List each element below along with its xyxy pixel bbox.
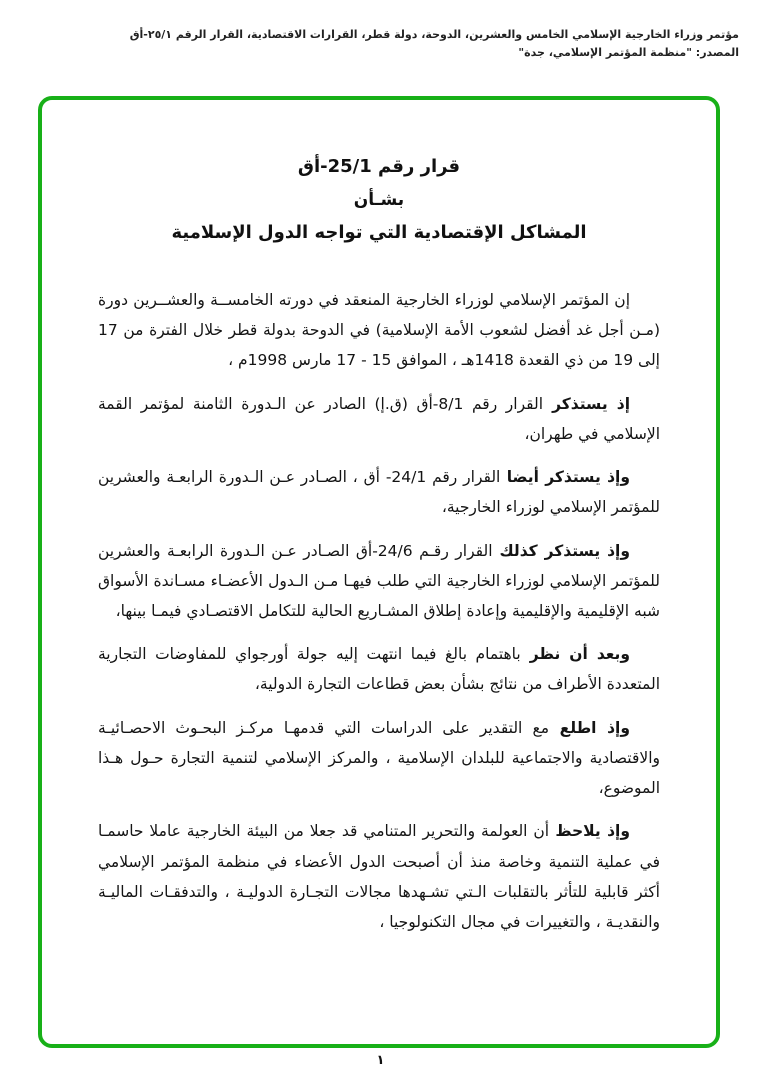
paragraph (98, 639, 660, 699)
paragraph (98, 816, 660, 937)
document-content (42, 100, 716, 1044)
body-paragraphs (98, 285, 660, 937)
paragraph-text: مع التقدير على الدراسات التي قدمهـا مركـز البحـوث الاحصـائيـة والاقتصادية والاجتماعية للبلدان الإسلامية ، والمركز الإسلامي لتنمية التجارة حـول هـذا الموضوع، (98, 718, 660, 798)
paragraph-text: باهتمام بالغ فيما انتهت إليه جولة أورجواي للمفاوضات التجارية المتعددة الأطراف من نتائج بشأن بعض قطاعات التجارة الدولية، (98, 645, 660, 694)
title-block (98, 156, 660, 243)
paragraph-text: القرار رقم 24/1- أق ، الصـادر عـن الـدورة الرابعـة والعشرين للمؤتمر الإسلامي لوزراء الخارجية، (98, 468, 660, 517)
header-source-line-1: مؤتمر وزراء الخارجية الإسلامي الخامس والعشرين، الدوحة، دولة قطر، القرارات الاقتصادية، القرار الرقم ٢٥/١-أق (129, 28, 739, 41)
paragraph (98, 285, 660, 376)
paragraph-lead: إذ يستذكر (543, 394, 631, 413)
paragraph-lead: وإذ اطلع (549, 718, 630, 737)
document-header (22, 26, 739, 62)
paragraph (98, 536, 660, 627)
header-source-line-2: المصدر: "منظمة المؤتمر الإسلامي، جدة" (518, 46, 739, 60)
document-border-frame (38, 96, 720, 1048)
resolution-number-title: قرار رقم 25/1-أق (297, 156, 461, 177)
paragraph-lead: وبعد أن نظر (520, 645, 630, 664)
paragraph-text: أن العولمة والتحرير المتنامي قد جعلا من البيئة الخارجية عاملا حاسمـا في عملية التنمية وخاصة منذ أن أصبحت الدول الأعضاء في منظمة المؤتمر الإسلامي أكثر قابلية للتأثر بالتقلبات الـتي تشـهدها مجالات التجـارة الدوليـة ، والتدفقـات الماليـة والنقديـة ، والتغييرات في مجال التكنولوجيا ، (98, 822, 660, 931)
paragraph-text: القرار رقم 8/1-أق (ق.إ) الصادر عن الـدورة الثامنة لمؤتمر القمة الإسلامي في طهران، (98, 394, 660, 443)
paragraph-text: القرار رقـم 24/6-أق الصـادر عـن الـدورة الرابعـة والعشرين للمؤتمر الإسلامي لوزراء الخارجية التي طلب فيهـا مـن الـدول الأعضـاء مسـاندة الأسواق شبه الإقليمية والإقليمية وإعادة إطلاق المشـاريع الحالية للتكامل الاقتصـادي فيمـا بينها، (98, 541, 660, 620)
paragraph (98, 462, 660, 522)
paragraph-lead: وإذ يستذكر أيضا (500, 468, 630, 487)
page-number: ١ (376, 1053, 385, 1068)
paragraph-lead: وإذ يستذكر كذلك (492, 541, 630, 560)
title-regarding: بشـأن (353, 190, 405, 210)
title-subject: المشاكل الإقتصادية التي تواجه الدول الإسلامية (171, 222, 587, 243)
paragraph-lead: وإذ يلاحظ (549, 822, 630, 841)
paragraph (98, 713, 660, 804)
paragraph-text: إن المؤتمر الإسلامي لوزراء الخارجية المنعقد في دورته الخامســة والعشــرين دورة (مـن أجل غد أفضل لشعوب الأمة الإسلامية) في الدوحة بدولة قطر خلال الفترة من 17 إلى 19 من ذي القعدة 1418هـ ، الموافق 15 - 17 مارس 1998م ، (98, 291, 660, 370)
paragraph (98, 389, 660, 449)
